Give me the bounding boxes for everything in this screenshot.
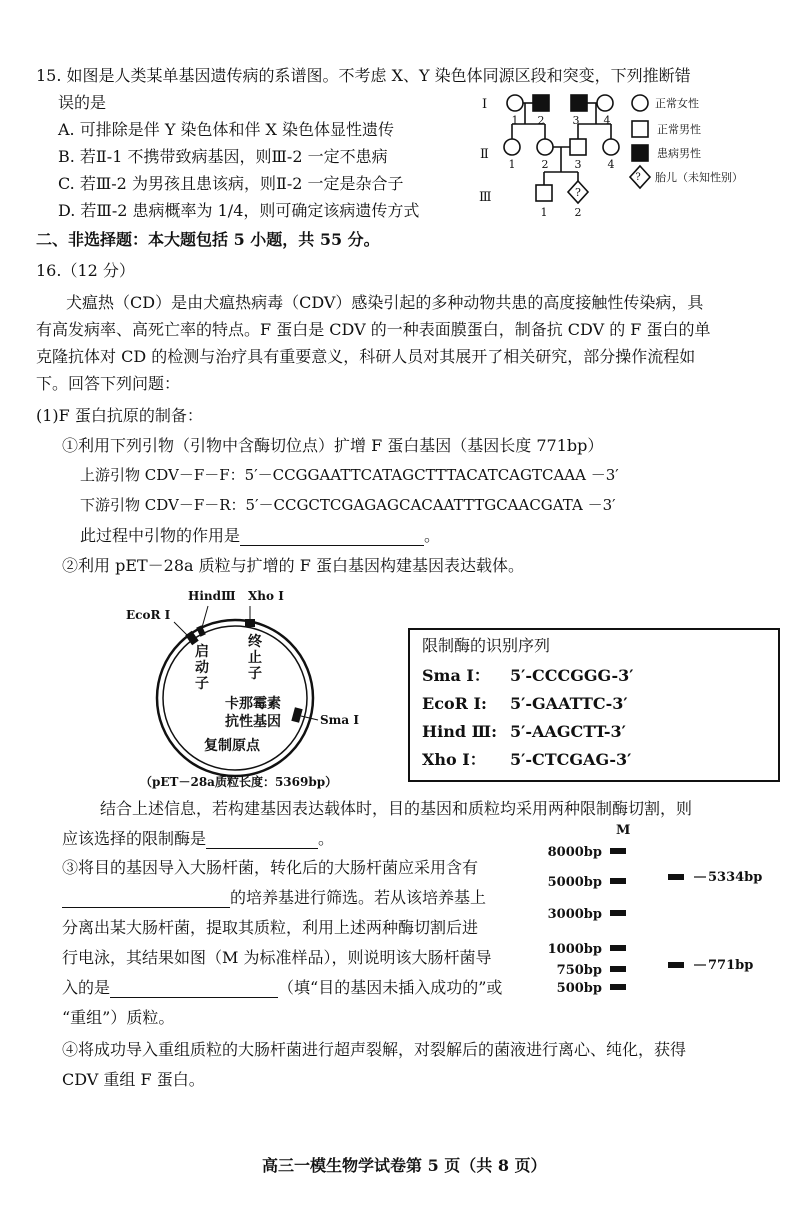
kanamycin-label-2: 抗性基因 — [225, 714, 281, 730]
q16-step-4-line-1: ④将成功导入重组质粒的大肠杆菌进行超声裂解，对裂解后的菌液进行离心、纯化，获得 — [62, 1040, 687, 1059]
ladder-band-1000 — [610, 945, 626, 951]
II-3-male — [570, 139, 586, 155]
answer-blank-medium[interactable] — [62, 891, 230, 908]
xhoi-site-label: Xho Ⅰ — [248, 589, 284, 603]
ladder-band-750 — [610, 966, 626, 972]
q16-intro-3: 克隆抗体对 CD 的检测与治疗具有重要意义，科研人员对其展开了相关研究，部分操作流程如 — [36, 347, 696, 366]
ladder-label-3000: 3000bp — [548, 907, 602, 922]
promoter-label-2: 动 — [195, 660, 209, 676]
q15-stem-line1: 15. 如图是人类某单基因遗传病的系谱图。不考虑 X、Y 染色体同源区段和突变，下列推断错 — [36, 66, 691, 85]
I-1-female — [507, 95, 523, 111]
q16-step-2-text-2: 应该选择的限制酶是 。 — [62, 829, 335, 848]
legend-male-symbol — [632, 121, 648, 137]
I-4-female — [597, 95, 613, 111]
section-2-heading: 二、非选择题：本大题包括 5 小题，共 55 分。 — [36, 230, 380, 249]
answer-blank-enzymes[interactable] — [206, 832, 318, 849]
q15-option-d: D. 若Ⅲ-2 患病概率为 1/4，则可确定该病遗传方式 — [58, 201, 420, 220]
q16-step-1-question: 此过程中引物的作用是 。 — [80, 526, 441, 545]
gen-label-3: Ⅲ — [479, 190, 492, 205]
sample-band-771 — [668, 962, 684, 968]
page-footer: 高三一模生物学试卷第 5 页（共 8 页） — [262, 1156, 547, 1175]
q16-step-3-line-3: 分离出某大肠杆菌，提取其质粒，利用上述两种酶切割后进 — [62, 918, 479, 937]
svg-text:2: 2 — [537, 114, 545, 127]
ladder-label-750: 750bp — [556, 963, 602, 978]
svg-text:2: 2 — [574, 206, 582, 219]
q16-step-2: ②利用 pET－28a 质粒与扩增的 F 蛋白基因构建基因表达载体。 — [62, 556, 524, 575]
enzyme-row-xhoi-name: Xho Ⅰ： — [422, 750, 486, 769]
primer-reverse: 下游引物 CDV－F－R：5′－CCGCTCGAGAGCACAATTTGCAACGATA －3′ — [80, 496, 616, 514]
enzyme-row-smai-name: Sma Ⅰ： — [422, 666, 490, 685]
enzyme-row-ecori-seq: 5′-GAATTC-3′ — [510, 694, 628, 713]
sample-band-label-5334: 5334bp — [708, 870, 763, 885]
q16-intro-1: 犬瘟热（CD）是由犬瘟热病毒（CDV）感染引起的多种动物共患的高度接触性传染病，具 — [66, 293, 704, 312]
ladder-band-8000 — [610, 848, 626, 854]
II-1-female — [504, 139, 520, 155]
q16-heading: 16.（12 分） — [36, 261, 135, 280]
q16-step-3-line-4: 行电泳，其结果如图（M 为标准样品），则说明该大肠杆菌导 — [62, 948, 492, 967]
svg-text:4: 4 — [603, 114, 611, 127]
ecori-site-label: EcoR Ⅰ — [126, 608, 171, 622]
III-1-male — [536, 185, 552, 201]
legend-affected-male-symbol — [632, 145, 648, 161]
svg-text:1: 1 — [508, 158, 516, 171]
svg-text:1: 1 — [540, 206, 548, 219]
q16-step-3-line-2: 的培养基进行筛选。若从该培养基上 — [62, 888, 486, 908]
svg-text:3: 3 — [572, 114, 580, 127]
I-3-affected-male — [571, 95, 587, 111]
enzyme-row-ecori-name: EcoR Ⅰ: — [422, 694, 487, 713]
II-2-female — [537, 139, 553, 155]
enzyme-table — [408, 628, 780, 782]
sample-band-label-771: 771bp — [708, 958, 754, 973]
q16-intro-2: 有高发病率、高死亡率的特点。F 蛋白是 CDV 的一种表面膜蛋白，制备抗 CDV 的 F 蛋白的单 — [36, 320, 711, 339]
promoter-label-1: 启 — [195, 644, 209, 660]
gen-label-1: Ⅰ — [482, 97, 488, 112]
legend-male-label: 正常男性 — [657, 123, 701, 136]
fetus-question-mark: ? — [575, 186, 581, 199]
ladder-label-500: 500bp — [556, 981, 602, 996]
gel-electrophoresis — [548, 820, 800, 1000]
primer-forward: 上游引物 CDV－F－F：5′－CCGGAATTCATAGCTTTACATCAGTCAAA －3′ — [80, 466, 619, 484]
I-2-affected-male — [533, 95, 549, 111]
ladder-band-500 — [610, 984, 626, 990]
pedigree-chart — [470, 88, 770, 228]
q15-option-a: A. 可排除是伴 Y 染色体和伴 X 染色体显性遗传 — [58, 120, 395, 139]
enzyme-row-hindiii-name: Hind Ⅲ: — [422, 722, 497, 741]
sample-band-5334 — [668, 874, 684, 880]
origin-label: 复制原点 — [204, 738, 260, 754]
hindiii-site-label: HindⅢ — [188, 589, 236, 603]
legend-affected-label: 患病男性 — [657, 147, 701, 160]
plasmid-diagram — [100, 580, 380, 790]
svg-text:4: 4 — [607, 158, 615, 171]
ladder-label-8000: 8000bp — [548, 845, 602, 860]
II-4-female — [603, 139, 619, 155]
gen-label-2: Ⅱ — [480, 147, 489, 162]
answer-blank-primer-role[interactable] — [240, 529, 424, 546]
svg-text:?: ? — [635, 172, 641, 183]
q15-stem-line2: 误的是 — [58, 93, 107, 112]
q16-step-1: ①利用下列引物（引物中含酶切位点）扩增 F 蛋白基因（基因长度 771bp） — [62, 436, 604, 455]
q15-option-c: C. 若Ⅲ-2 为男孩且患该病，则Ⅱ-2 一定是杂合子 — [58, 174, 404, 193]
ladder-label-5000: 5000bp — [548, 875, 602, 890]
smai-site-label: Sma Ⅰ — [320, 713, 359, 727]
gel-lane-m-label: M — [616, 823, 631, 838]
q16-intro-4: 下。回答下列问题： — [36, 374, 181, 393]
svg-text:3: 3 — [574, 158, 582, 171]
q16-step-3-line-6: “重组”）质粒。 — [62, 1008, 175, 1027]
q16-step-4-line-2: CDV 重组 F 蛋白。 — [62, 1070, 205, 1089]
promoter-label-3: 子 — [195, 676, 209, 692]
legend-female-label: 正常女性 — [655, 97, 699, 110]
svg-text:1: 1 — [511, 114, 519, 127]
kanamycin-label-1: 卡那霉素 — [225, 696, 281, 712]
q15-option-b: B. 若Ⅱ-1 不携带致病基因，则Ⅲ-2 一定不患病 — [58, 147, 388, 166]
ladder-band-5000 — [610, 878, 626, 884]
terminator-label-3: 子 — [248, 666, 262, 682]
legend-female-symbol — [632, 95, 648, 111]
answer-blank-plasmid-type[interactable] — [110, 981, 278, 998]
q16-step-3-line-5: 入的是 （填“目的基因未插入成功的”或 — [62, 978, 503, 997]
plasmid-caption: （pET－28a质粒长度：5369bp） — [140, 775, 338, 789]
enzyme-table-title: 限制酶的识别序列 — [422, 636, 551, 655]
enzyme-row-smai-seq: 5′-CCCGGG-3′ — [510, 666, 634, 685]
terminator-label-1: 终 — [248, 634, 262, 650]
ladder-band-3000 — [610, 910, 626, 916]
enzyme-row-xhoi-seq: 5′-CTCGAG-3′ — [510, 750, 632, 769]
q16-step-3-line-1: ③将目的基因导入大肠杆菌，转化后的大肠杆菌应采用含有 — [62, 858, 479, 877]
q16-step-2-text-1: 结合上述信息，若构建基因表达载体时，目的基因和质粒均采用两种限制酶切割，则 — [100, 799, 693, 818]
terminator-label-2: 止 — [248, 650, 262, 666]
svg-text:2: 2 — [541, 158, 549, 171]
enzyme-row-hindiii-seq: 5′-AAGCTT-3′ — [510, 722, 626, 741]
legend-fetus-label: 胎儿（未知性别） — [655, 171, 743, 184]
ladder-label-1000: 1000bp — [548, 942, 602, 957]
q16-part-1: (1)F 蛋白抗原的制备： — [36, 406, 203, 425]
